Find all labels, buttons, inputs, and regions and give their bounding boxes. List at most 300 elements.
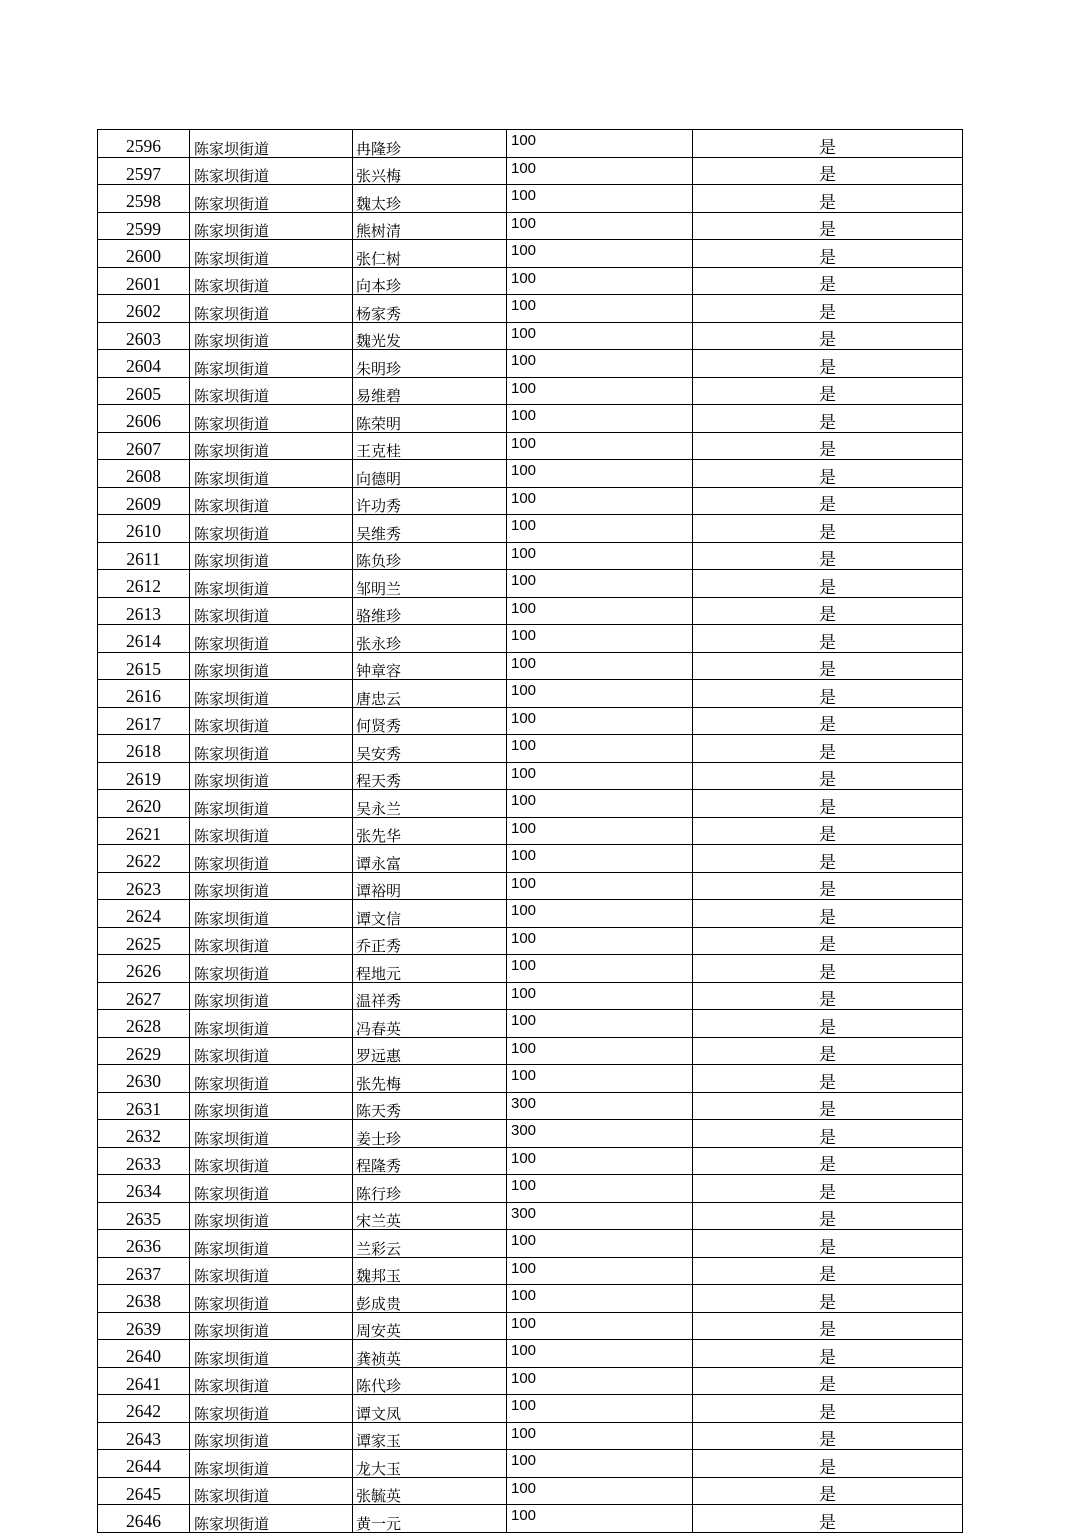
table-row (98, 845, 963, 873)
name-cell: 谭文凤 (353, 1395, 507, 1423)
row-number-cell: 2613 (98, 597, 190, 625)
name-cell: 陈天秀 (353, 1092, 507, 1120)
flag-cell: 是 (693, 817, 963, 845)
flag-cell: 是 (693, 322, 963, 350)
table-row (98, 515, 963, 543)
row-number-cell: 2616 (98, 680, 190, 708)
name-cell: 冯春英 (353, 1010, 507, 1038)
street-cell: 陈家坝街道 (190, 1505, 353, 1533)
row-number-cell: 2598 (98, 185, 190, 213)
flag-cell: 是 (693, 185, 963, 213)
name-cell: 熊树清 (353, 212, 507, 240)
table-row (98, 872, 963, 900)
table-row (98, 1312, 963, 1340)
flag-cell: 是 (693, 1395, 963, 1423)
name-cell: 程隆秀 (353, 1147, 507, 1175)
name-cell: 姜士珍 (353, 1120, 507, 1148)
name-cell: 王克桂 (353, 432, 507, 460)
table-row (98, 1505, 963, 1533)
amount-cell: 100 (507, 515, 693, 543)
table-row (98, 212, 963, 240)
row-number-cell: 2625 (98, 927, 190, 955)
street-cell: 陈家坝街道 (190, 900, 353, 928)
flag-cell: 是 (693, 762, 963, 790)
street-cell: 陈家坝街道 (190, 1175, 353, 1203)
row-number-cell: 2626 (98, 955, 190, 983)
name-cell: 向本珍 (353, 267, 507, 295)
amount-cell: 100 (507, 185, 693, 213)
name-cell: 宋兰英 (353, 1202, 507, 1230)
name-cell: 程天秀 (353, 762, 507, 790)
row-number-cell: 2639 (98, 1312, 190, 1340)
street-cell: 陈家坝街道 (190, 680, 353, 708)
table-row (98, 322, 963, 350)
name-cell: 张永珍 (353, 625, 507, 653)
table-row (98, 1202, 963, 1230)
table-row (98, 1010, 963, 1038)
row-number-cell: 2604 (98, 350, 190, 378)
flag-cell: 是 (693, 240, 963, 268)
row-number-cell: 2608 (98, 460, 190, 488)
amount-cell: 100 (507, 982, 693, 1010)
amount-cell: 100 (507, 872, 693, 900)
row-number-cell: 2631 (98, 1092, 190, 1120)
name-cell: 易维碧 (353, 377, 507, 405)
street-cell: 陈家坝街道 (190, 762, 353, 790)
row-number-cell: 2627 (98, 982, 190, 1010)
amount-cell: 100 (507, 460, 693, 488)
street-cell: 陈家坝街道 (190, 982, 353, 1010)
row-number-cell: 2603 (98, 322, 190, 350)
street-cell: 陈家坝街道 (190, 597, 353, 625)
amount-cell: 300 (507, 1092, 693, 1120)
table-row (98, 1175, 963, 1203)
flag-cell: 是 (693, 157, 963, 185)
row-number-cell: 2633 (98, 1147, 190, 1175)
street-cell: 陈家坝街道 (190, 1312, 353, 1340)
row-number-cell: 2644 (98, 1450, 190, 1478)
name-cell: 龙大玉 (353, 1450, 507, 1478)
amount-cell: 100 (507, 735, 693, 763)
street-cell: 陈家坝街道 (190, 185, 353, 213)
row-number-cell: 2620 (98, 790, 190, 818)
name-cell: 张兴梅 (353, 157, 507, 185)
street-cell: 陈家坝街道 (190, 1010, 353, 1038)
street-cell: 陈家坝街道 (190, 267, 353, 295)
flag-cell: 是 (693, 1312, 963, 1340)
street-cell: 陈家坝街道 (190, 1202, 353, 1230)
flag-cell: 是 (693, 1147, 963, 1175)
table-row (98, 157, 963, 185)
street-cell: 陈家坝街道 (190, 432, 353, 460)
amount-cell: 100 (507, 130, 693, 158)
name-cell: 程地元 (353, 955, 507, 983)
amount-cell: 100 (507, 322, 693, 350)
record-table (97, 129, 963, 1533)
table-row (98, 900, 963, 928)
row-number-cell: 2619 (98, 762, 190, 790)
flag-cell: 是 (693, 515, 963, 543)
flag-cell: 是 (693, 597, 963, 625)
row-number-cell: 2597 (98, 157, 190, 185)
row-number-cell: 2642 (98, 1395, 190, 1423)
flag-cell: 是 (693, 1505, 963, 1533)
street-cell: 陈家坝街道 (190, 845, 353, 873)
flag-cell: 是 (693, 1422, 963, 1450)
amount-cell: 300 (507, 1120, 693, 1148)
table-row (98, 762, 963, 790)
flag-cell: 是 (693, 845, 963, 873)
name-cell: 魏太珍 (353, 185, 507, 213)
street-cell: 陈家坝街道 (190, 515, 353, 543)
street-cell: 陈家坝街道 (190, 350, 353, 378)
name-cell: 魏光发 (353, 322, 507, 350)
table-row (98, 432, 963, 460)
street-cell: 陈家坝街道 (190, 1120, 353, 1148)
name-cell: 陈荣明 (353, 405, 507, 433)
name-cell: 罗远惠 (353, 1037, 507, 1065)
street-cell: 陈家坝街道 (190, 817, 353, 845)
street-cell: 陈家坝街道 (190, 927, 353, 955)
name-cell: 张先华 (353, 817, 507, 845)
amount-cell: 100 (507, 1037, 693, 1065)
flag-cell: 是 (693, 790, 963, 818)
name-cell: 龚祯英 (353, 1340, 507, 1368)
flag-cell: 是 (693, 900, 963, 928)
table-row (98, 1230, 963, 1258)
amount-cell: 100 (507, 1395, 693, 1423)
flag-cell: 是 (693, 405, 963, 433)
street-cell: 陈家坝街道 (190, 1037, 353, 1065)
row-number-cell: 2618 (98, 735, 190, 763)
table-row (98, 707, 963, 735)
name-cell: 冉隆珍 (353, 130, 507, 158)
amount-cell: 100 (507, 542, 693, 570)
street-cell: 陈家坝街道 (190, 1285, 353, 1313)
row-number-cell: 2630 (98, 1065, 190, 1093)
name-cell: 彭成贵 (353, 1285, 507, 1313)
name-cell: 向德明 (353, 460, 507, 488)
amount-cell: 100 (507, 405, 693, 433)
row-number-cell: 2611 (98, 542, 190, 570)
name-cell: 温祥秀 (353, 982, 507, 1010)
amount-cell: 100 (507, 350, 693, 378)
street-cell: 陈家坝街道 (190, 377, 353, 405)
table-row (98, 487, 963, 515)
name-cell: 谭家玉 (353, 1422, 507, 1450)
name-cell: 周安英 (353, 1312, 507, 1340)
flag-cell: 是 (693, 295, 963, 323)
street-cell: 陈家坝街道 (190, 625, 353, 653)
amount-cell: 100 (507, 1175, 693, 1203)
street-cell: 陈家坝街道 (190, 1065, 353, 1093)
row-number-cell: 2617 (98, 707, 190, 735)
row-number-cell: 2602 (98, 295, 190, 323)
name-cell: 张毓英 (353, 1477, 507, 1505)
street-cell: 陈家坝街道 (190, 1395, 353, 1423)
flag-cell: 是 (693, 1010, 963, 1038)
table-row (98, 1257, 963, 1285)
flag-cell: 是 (693, 1340, 963, 1368)
name-cell: 谭永富 (353, 845, 507, 873)
street-cell: 陈家坝街道 (190, 240, 353, 268)
row-number-cell: 2609 (98, 487, 190, 515)
flag-cell: 是 (693, 1367, 963, 1395)
row-number-cell: 2638 (98, 1285, 190, 1313)
table-row (98, 350, 963, 378)
flag-cell: 是 (693, 570, 963, 598)
street-cell: 陈家坝街道 (190, 1450, 353, 1478)
flag-cell: 是 (693, 1477, 963, 1505)
street-cell: 陈家坝街道 (190, 322, 353, 350)
amount-cell: 100 (507, 625, 693, 653)
row-number-cell: 2612 (98, 570, 190, 598)
row-number-cell: 2643 (98, 1422, 190, 1450)
street-cell: 陈家坝街道 (190, 790, 353, 818)
amount-cell: 100 (507, 1010, 693, 1038)
amount-cell: 100 (507, 707, 693, 735)
name-cell: 吴永兰 (353, 790, 507, 818)
table-row (98, 542, 963, 570)
name-cell: 张先梅 (353, 1065, 507, 1093)
row-number-cell: 2636 (98, 1230, 190, 1258)
flag-cell: 是 (693, 460, 963, 488)
amount-cell: 100 (507, 817, 693, 845)
street-cell: 陈家坝街道 (190, 1257, 353, 1285)
flag-cell: 是 (693, 1037, 963, 1065)
flag-cell: 是 (693, 982, 963, 1010)
table-row (98, 240, 963, 268)
row-number-cell: 2621 (98, 817, 190, 845)
table-row (98, 1285, 963, 1313)
name-cell: 乔正秀 (353, 927, 507, 955)
amount-cell: 100 (507, 295, 693, 323)
name-cell: 张仁树 (353, 240, 507, 268)
flag-cell: 是 (693, 735, 963, 763)
row-number-cell: 2624 (98, 900, 190, 928)
street-cell: 陈家坝街道 (190, 872, 353, 900)
table-row (98, 1367, 963, 1395)
flag-cell: 是 (693, 542, 963, 570)
flag-cell: 是 (693, 377, 963, 405)
row-number-cell: 2635 (98, 1202, 190, 1230)
amount-cell: 100 (507, 1285, 693, 1313)
row-number-cell: 2623 (98, 872, 190, 900)
street-cell: 陈家坝街道 (190, 1340, 353, 1368)
amount-cell: 100 (507, 845, 693, 873)
street-cell: 陈家坝街道 (190, 487, 353, 515)
name-cell: 陈行珍 (353, 1175, 507, 1203)
table-row (98, 817, 963, 845)
flag-cell: 是 (693, 707, 963, 735)
name-cell: 谭裕明 (353, 872, 507, 900)
table-row (98, 1395, 963, 1423)
row-number-cell: 2607 (98, 432, 190, 460)
row-number-cell: 2601 (98, 267, 190, 295)
row-number-cell: 2599 (98, 212, 190, 240)
name-cell: 吴维秀 (353, 515, 507, 543)
table-row (98, 927, 963, 955)
row-number-cell: 2629 (98, 1037, 190, 1065)
table-row (98, 597, 963, 625)
flag-cell: 是 (693, 680, 963, 708)
name-cell: 黄一元 (353, 1505, 507, 1533)
row-number-cell: 2634 (98, 1175, 190, 1203)
table-row (98, 680, 963, 708)
row-number-cell: 2622 (98, 845, 190, 873)
table-row (98, 1037, 963, 1065)
name-cell: 许功秀 (353, 487, 507, 515)
table-row (98, 625, 963, 653)
table-row (98, 1092, 963, 1120)
table-row (98, 1422, 963, 1450)
amount-cell: 100 (507, 1312, 693, 1340)
amount-cell: 100 (507, 487, 693, 515)
street-cell: 陈家坝街道 (190, 1367, 353, 1395)
flag-cell: 是 (693, 1450, 963, 1478)
street-cell: 陈家坝街道 (190, 1092, 353, 1120)
name-cell: 钟章容 (353, 652, 507, 680)
flag-cell: 是 (693, 1230, 963, 1258)
street-cell: 陈家坝街道 (190, 542, 353, 570)
street-cell: 陈家坝街道 (190, 295, 353, 323)
table-row (98, 1065, 963, 1093)
flag-cell: 是 (693, 1092, 963, 1120)
amount-cell: 100 (507, 377, 693, 405)
flag-cell: 是 (693, 652, 963, 680)
flag-cell: 是 (693, 212, 963, 240)
row-number-cell: 2606 (98, 405, 190, 433)
row-number-cell: 2632 (98, 1120, 190, 1148)
row-number-cell: 2610 (98, 515, 190, 543)
row-number-cell: 2645 (98, 1477, 190, 1505)
record-table-body (98, 130, 963, 1533)
table-row (98, 982, 963, 1010)
row-number-cell: 2596 (98, 130, 190, 158)
amount-cell: 100 (507, 680, 693, 708)
name-cell: 陈负珍 (353, 542, 507, 570)
street-cell: 陈家坝街道 (190, 570, 353, 598)
row-number-cell: 2614 (98, 625, 190, 653)
row-number-cell: 2600 (98, 240, 190, 268)
name-cell: 骆维珍 (353, 597, 507, 625)
table-row (98, 295, 963, 323)
amount-cell: 100 (507, 790, 693, 818)
row-number-cell: 2640 (98, 1340, 190, 1368)
table-row (98, 1120, 963, 1148)
flag-cell: 是 (693, 1285, 963, 1313)
amount-cell: 100 (507, 1340, 693, 1368)
table-row (98, 267, 963, 295)
flag-cell: 是 (693, 487, 963, 515)
street-cell: 陈家坝街道 (190, 955, 353, 983)
table-row (98, 1340, 963, 1368)
amount-cell: 100 (507, 1422, 693, 1450)
amount-cell: 100 (507, 762, 693, 790)
street-cell: 陈家坝街道 (190, 735, 353, 763)
flag-cell: 是 (693, 1175, 963, 1203)
amount-cell: 100 (507, 432, 693, 460)
amount-cell: 100 (507, 267, 693, 295)
table-row (98, 1477, 963, 1505)
table-row (98, 405, 963, 433)
amount-cell: 100 (507, 1367, 693, 1395)
amount-cell: 100 (507, 212, 693, 240)
table-row (98, 1450, 963, 1478)
amount-cell: 300 (507, 1202, 693, 1230)
amount-cell: 100 (507, 157, 693, 185)
amount-cell: 100 (507, 1450, 693, 1478)
amount-cell: 100 (507, 597, 693, 625)
amount-cell: 100 (507, 1505, 693, 1533)
table-row (98, 377, 963, 405)
street-cell: 陈家坝街道 (190, 652, 353, 680)
amount-cell: 100 (507, 652, 693, 680)
row-number-cell: 2605 (98, 377, 190, 405)
row-number-cell: 2637 (98, 1257, 190, 1285)
street-cell: 陈家坝街道 (190, 212, 353, 240)
amount-cell: 100 (507, 955, 693, 983)
street-cell: 陈家坝街道 (190, 157, 353, 185)
street-cell: 陈家坝街道 (190, 1477, 353, 1505)
flag-cell: 是 (693, 1257, 963, 1285)
row-number-cell: 2628 (98, 1010, 190, 1038)
amount-cell: 100 (507, 1147, 693, 1175)
table-row (98, 460, 963, 488)
street-cell: 陈家坝街道 (190, 130, 353, 158)
flag-cell: 是 (693, 625, 963, 653)
flag-cell: 是 (693, 872, 963, 900)
name-cell: 杨家秀 (353, 295, 507, 323)
name-cell: 邹明兰 (353, 570, 507, 598)
name-cell: 魏邦玉 (353, 1257, 507, 1285)
table-row (98, 735, 963, 763)
table-row (98, 955, 963, 983)
amount-cell: 100 (507, 240, 693, 268)
flag-cell: 是 (693, 350, 963, 378)
flag-cell: 是 (693, 955, 963, 983)
flag-cell: 是 (693, 130, 963, 158)
amount-cell: 100 (507, 1065, 693, 1093)
table-row (98, 652, 963, 680)
amount-cell: 100 (507, 900, 693, 928)
flag-cell: 是 (693, 432, 963, 460)
street-cell: 陈家坝街道 (190, 1422, 353, 1450)
street-cell: 陈家坝街道 (190, 405, 353, 433)
table-row (98, 790, 963, 818)
table-row (98, 570, 963, 598)
street-cell: 陈家坝街道 (190, 1147, 353, 1175)
name-cell: 吴安秀 (353, 735, 507, 763)
flag-cell: 是 (693, 1065, 963, 1093)
name-cell: 何贤秀 (353, 707, 507, 735)
name-cell: 陈代珍 (353, 1367, 507, 1395)
name-cell: 唐忠云 (353, 680, 507, 708)
street-cell: 陈家坝街道 (190, 707, 353, 735)
name-cell: 兰彩云 (353, 1230, 507, 1258)
table-row (98, 185, 963, 213)
name-cell: 朱明珍 (353, 350, 507, 378)
row-number-cell: 2646 (98, 1505, 190, 1533)
table-row (98, 1147, 963, 1175)
street-cell: 陈家坝街道 (190, 1230, 353, 1258)
amount-cell: 100 (507, 927, 693, 955)
table-row (98, 130, 963, 158)
name-cell: 谭文信 (353, 900, 507, 928)
amount-cell: 100 (507, 570, 693, 598)
flag-cell: 是 (693, 927, 963, 955)
flag-cell: 是 (693, 267, 963, 295)
